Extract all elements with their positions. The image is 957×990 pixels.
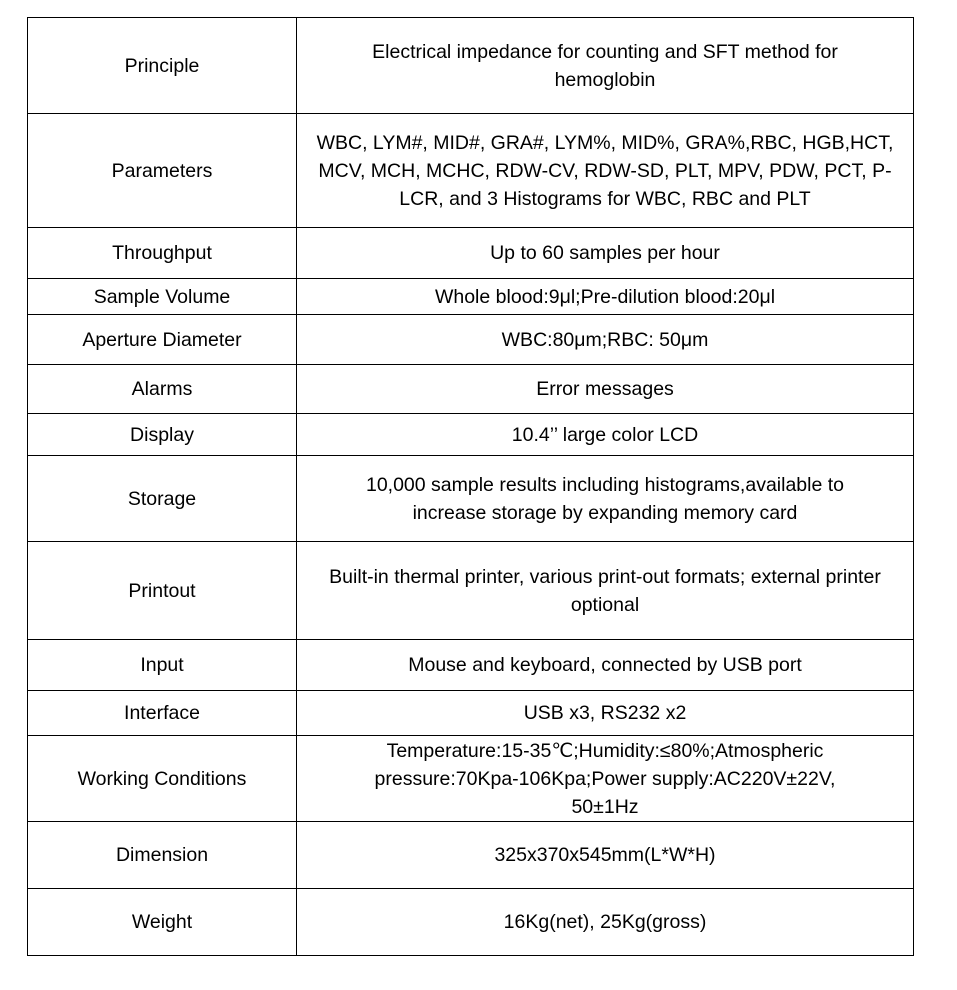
spec-value: Error messages	[297, 365, 914, 414]
spec-label: Display	[28, 414, 297, 456]
spec-row-parameters	[28, 114, 914, 228]
spec-label: Dimension	[28, 822, 297, 889]
spec-row-aperture-diameter	[28, 315, 914, 365]
spec-label: Alarms	[28, 365, 297, 414]
spec-row-throughput	[28, 228, 914, 279]
spec-label: Interface	[28, 691, 297, 736]
spec-label: Weight	[28, 889, 297, 956]
spec-row-display	[28, 414, 914, 456]
spec-label: Printout	[28, 542, 297, 640]
spec-row-dimension	[28, 822, 914, 889]
spec-row-input	[28, 640, 914, 691]
spec-row-weight	[28, 889, 914, 956]
spec-value: USB x3, RS232 x2	[297, 691, 914, 736]
spec-label: Throughput	[28, 228, 297, 279]
spec-row-interface	[28, 691, 914, 736]
spec-label: Principle	[28, 18, 297, 114]
spec-row-sample-volume	[28, 279, 914, 315]
spec-row-printout	[28, 542, 914, 640]
spec-value: Up to 60 samples per hour	[297, 228, 914, 279]
spec-label: Input	[28, 640, 297, 691]
spec-value: Built-in thermal printer, various print-out formats; external printer optional	[297, 542, 914, 640]
spec-value: 16Kg(net), 25Kg(gross)	[297, 889, 914, 956]
spec-label: Parameters	[28, 114, 297, 228]
spec-label: Sample Volume	[28, 279, 297, 315]
spec-value: 10.4’’ large color LCD	[297, 414, 914, 456]
spec-value: WBC:80μm;RBC: 50μm	[297, 315, 914, 365]
spec-value: Temperature:15-35℃;Humidity:≤80%;Atmospheric pressure:70Kpa-106Kpa;Power supply:AC220V±22V, 50±1Hz	[297, 736, 914, 822]
spec-row-principle	[28, 18, 914, 114]
spec-table	[27, 17, 914, 956]
spec-value: Mouse and keyboard, connected by USB port	[297, 640, 914, 691]
spec-label: Aperture Diameter	[28, 315, 297, 365]
spec-label: Working Conditions	[28, 736, 297, 822]
spec-row-working-conditions	[28, 736, 914, 822]
spec-row-alarms	[28, 365, 914, 414]
spec-row-storage	[28, 456, 914, 542]
spec-label: Storage	[28, 456, 297, 542]
spec-value: 325x370x545mm(L*W*H)	[297, 822, 914, 889]
spec-value: WBC, LYM#, MID#, GRA#, LYM%, MID%, GRA%,RBC, HGB,HCT, MCV, MCH, MCHC, RDW-CV, RDW-SD, PLT, MPV, PDW, PCT, P-LCR, and 3 Histograms for WBC, RBC and PLT	[297, 114, 914, 228]
spec-value: 10,000 sample results including histograms,available to increase storage by expanding memory card	[297, 456, 914, 542]
spec-value: Whole blood:9μl;Pre-dilution blood:20μl	[297, 279, 914, 315]
spec-value: Electrical impedance for counting and SFT method for hemoglobin	[297, 18, 914, 114]
